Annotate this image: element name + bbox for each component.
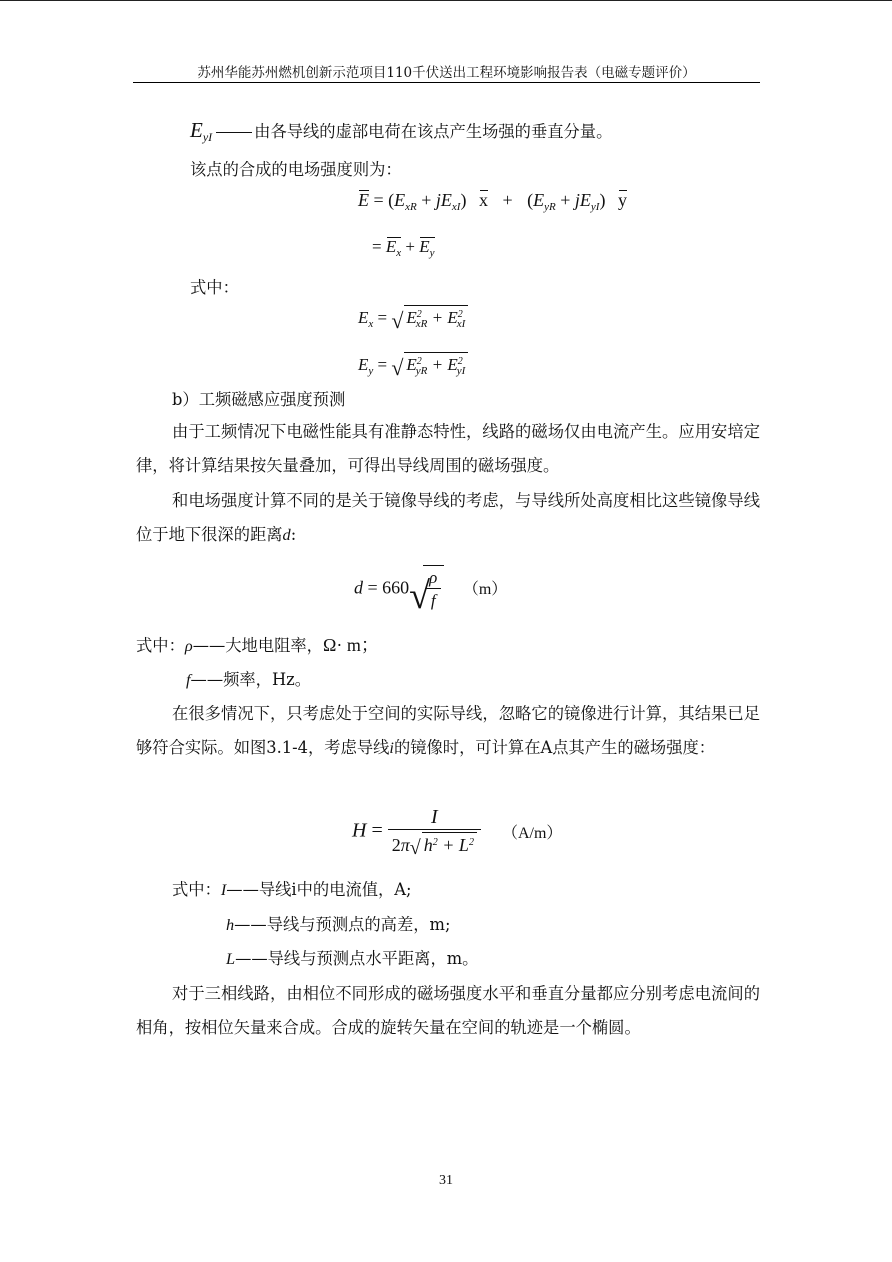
combined-intro: 该点的合成的电场强度则为：	[190, 160, 402, 179]
shizhong-label-1: 式中：	[190, 278, 239, 297]
section-b-heading: b）工频磁感应强度预测	[172, 390, 346, 409]
l-definition: L——导线与预测点水平距离，m。	[226, 949, 479, 968]
eyi-description: 由各导线的虚部电荷在该点产生场强的垂直分量。	[254, 122, 613, 141]
page-number: 31	[439, 1173, 453, 1188]
dash-rule	[216, 132, 252, 133]
paragraph-magnetic-intro: 由于工频情况下电磁性能具有准静态特性，线路的磁场仅由电流产生。应用安培定律，将计算结果按矢量叠加，可得出导线周围的磁场强度。	[136, 422, 760, 475]
rho-definition: 式中：ρ——大地电阻率，Ω· m；	[136, 635, 379, 655]
paragraph-mirror-depth: 和电场强度计算不同的是关于镜像导线的考虑，与导线所处高度相比这些镜像导线位于地下很深的距离d:	[136, 491, 760, 544]
f-definition: f——频率，Hz。	[186, 670, 311, 689]
h-unit: （A/m）	[501, 824, 563, 842]
equation-e-sum: = $E_x + E_y$	[372, 237, 435, 259]
top-border	[0, 0, 892, 1]
equation-h: H = I 2π √ $h^2 + L^2$ （A/m）	[352, 806, 563, 859]
equation-ey: $E_y$ = √ $E^2_{yR} + E^2_{yI}$	[358, 352, 468, 377]
d-unit: （m）	[462, 580, 508, 598]
paragraph-ignore-mirror: 在很多情况下，只考虑处于空间的实际导线，忽略它的镜像进行计算，其结果已足够符合实际。如图3.1-4，考虑导线i的镜像时，可计算在A点其产生的磁场强度：	[136, 704, 760, 757]
h-definition: h——导线与预测点的高差，m;	[226, 915, 451, 934]
header-rule	[133, 82, 760, 83]
equation-ex: $E_x$ = √ $E^2_{xR} + E^2_{xI}$	[358, 305, 468, 330]
paragraph-three-phase: 对于三相线路，由相位不同形成的磁场强度水平和垂直分量都应分别考虑电流间的相角，按相位矢量来合成。合成的旋转矢量在空间的轨迹是一个椭圆。	[136, 984, 760, 1037]
equation-d: d = 660 √ $\frac{\rho}{f}$ （m）	[354, 565, 507, 611]
e-vector: E	[358, 190, 369, 210]
i-definition: 式中：I——导线i中的电流值，A;	[172, 880, 412, 899]
page-header: 苏州华能苏州燃机创新示范项目110千伏送出工程环境影响报告表（电磁专题评价）	[197, 65, 696, 81]
eyi-definition	[190, 118, 612, 145]
equation-e-total: $E = (E_{xR} + jE_{xI}) x + (E_{yR} + jE_{yI})$ y	[358, 190, 627, 213]
eyi-symbol: $E_{yI}$	[190, 118, 213, 144]
